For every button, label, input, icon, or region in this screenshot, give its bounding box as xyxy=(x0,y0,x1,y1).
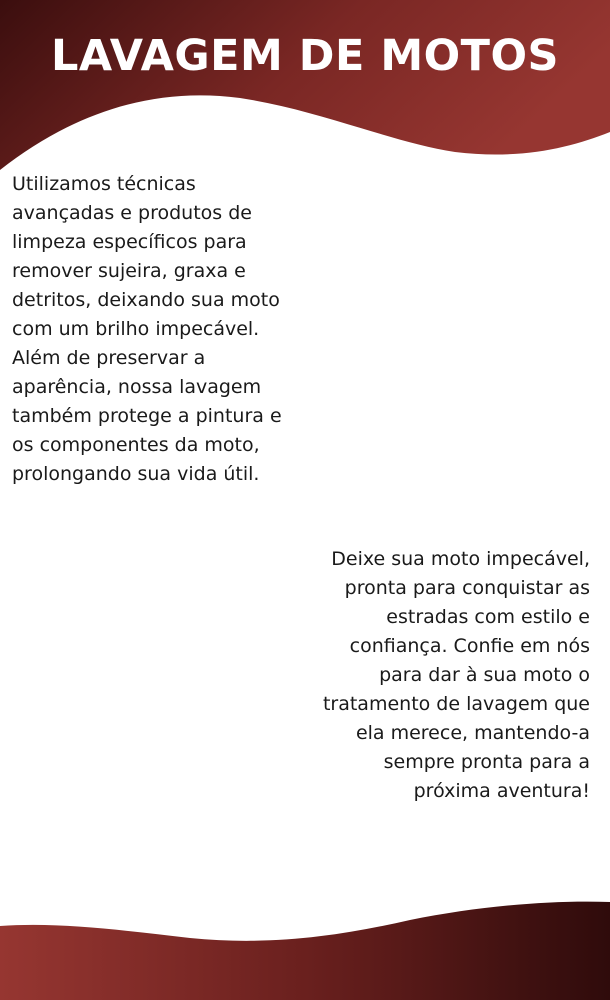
closing-line: para dar à sua moto o xyxy=(379,664,590,686)
intro-line: limpeza específicos para xyxy=(12,231,247,253)
footer-wave-shape xyxy=(0,902,610,1000)
intro-line: Utilizamos técnicas xyxy=(12,173,196,195)
closing-line: pronta para conquistar as xyxy=(344,577,590,599)
intro-line: aparência, nossa lavagem xyxy=(12,376,262,398)
intro-line: detritos, deixando sua moto xyxy=(12,289,280,311)
page-title: LAVAGEM DE MOTOS xyxy=(50,31,560,81)
intro-line: remover sujeira, graxa e xyxy=(12,260,246,282)
intro-line: avançadas e produtos de xyxy=(12,202,252,224)
closing-line: estradas com estilo e xyxy=(386,606,590,628)
closing-line: tratamento de lavagem que xyxy=(322,693,590,715)
closing-line: próxima aventura! xyxy=(413,780,590,802)
intro-line: os componentes da moto, xyxy=(12,434,260,456)
closing-paragraph xyxy=(260,545,590,806)
intro-line: prolongando sua vida útil. xyxy=(12,463,260,485)
intro-paragraph xyxy=(12,170,352,489)
intro-line: com um brilho impecável. xyxy=(12,318,260,340)
closing-line: Deixe sua moto impecável, xyxy=(331,548,590,570)
closing-line: sempre pronta para a xyxy=(383,751,590,773)
closing-line: ela merece, mantendo-a xyxy=(355,722,590,744)
intro-line: também protege a pintura e xyxy=(12,405,282,427)
footer-wave-decoration xyxy=(0,900,610,1000)
intro-line: Além de preservar a xyxy=(12,347,206,369)
closing-line: confiança. Confie em nós xyxy=(349,635,590,657)
